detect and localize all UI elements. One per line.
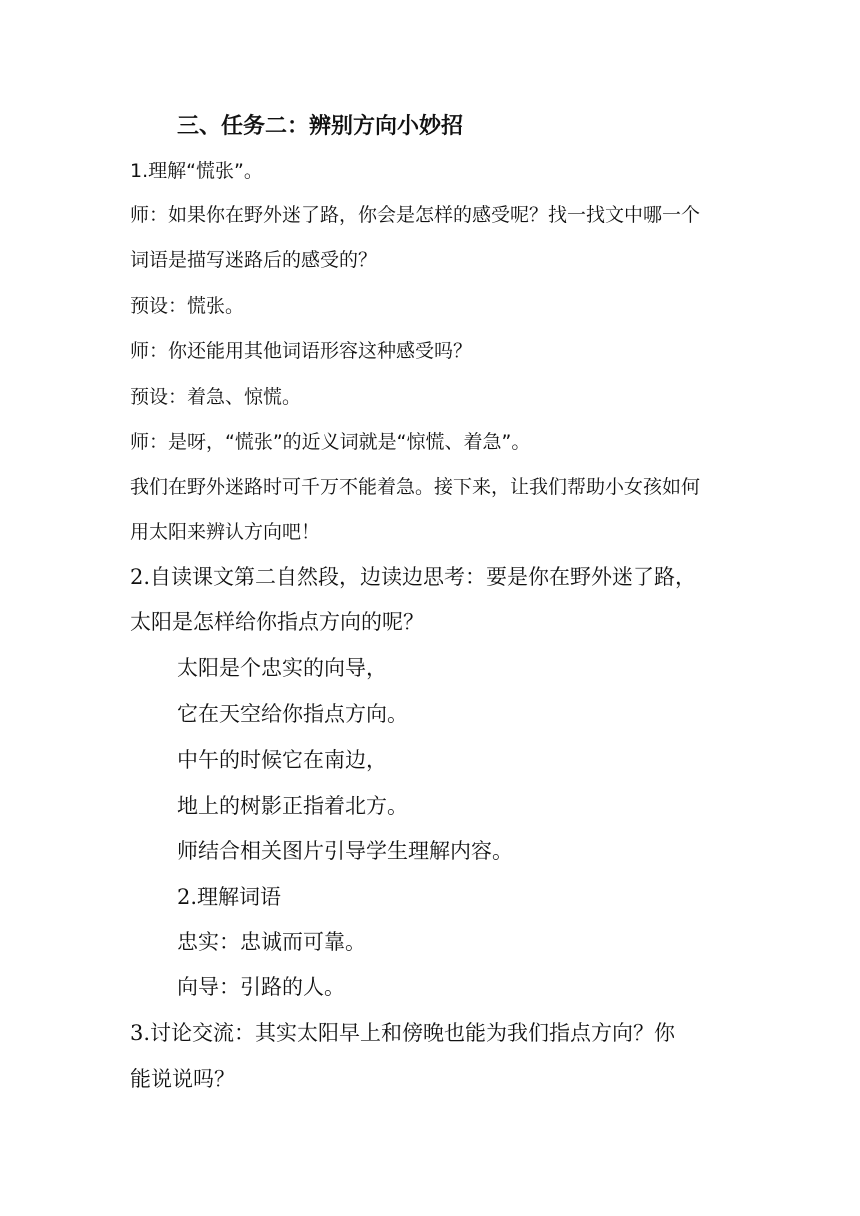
- item3-heading-line: 3.讨论交流：其实太阳早上和傍晚也能为我们指点方向？你: [130, 1021, 676, 1045]
- vocab-entry: 忠实：忠诚而可靠。: [177, 930, 366, 954]
- vocab-entry: 向导：引路的人。: [177, 975, 345, 999]
- transition-line: 我们在野外迷路时可千万不能着急。接下来，让我们帮助小女孩如何: [130, 476, 701, 498]
- item2-heading-line: 2.自读课文第二自然段，边读边思考：要是你在野外迷了路，: [130, 565, 697, 589]
- guide-note: 师结合相关图片引导学生理解内容。: [177, 839, 513, 863]
- poem-line: 地上的树影正指着北方。: [177, 794, 408, 818]
- teacher-question-line: 词语是描写迷路后的感受的？: [130, 249, 378, 271]
- preset-answer: 预设：着急、惊慌。: [130, 386, 302, 408]
- item2-heading-line: 太阳是怎样给你指点方向的呢？: [130, 610, 424, 634]
- teacher-question-line: 师：如果你在野外迷了路，你会是怎样的感受呢？找一找文中哪一个: [130, 204, 701, 226]
- poem-line: 中午的时候它在南边，: [177, 748, 387, 772]
- poem-line: 它在天空给你指点方向。: [177, 702, 408, 726]
- poem-line: 太阳是个忠实的向导，: [177, 656, 387, 680]
- vocab-heading: 2.理解词语: [177, 885, 282, 909]
- teacher-answer: 师：是呀，“慌张”的近义词就是“惊慌、着急”。: [130, 431, 531, 453]
- section-title: 三、任务二：辨别方向小妙招: [177, 114, 464, 139]
- teacher-question: 师：你还能用其他词语形容这种感受吗？: [130, 340, 473, 362]
- preset-answer: 预设：慌张。: [130, 295, 245, 317]
- item3-heading-line: 能说说吗？: [130, 1067, 235, 1091]
- transition-line: 用太阳来辨认方向吧！: [130, 521, 321, 543]
- item1-heading: 1.理解“慌张”。: [130, 160, 263, 182]
